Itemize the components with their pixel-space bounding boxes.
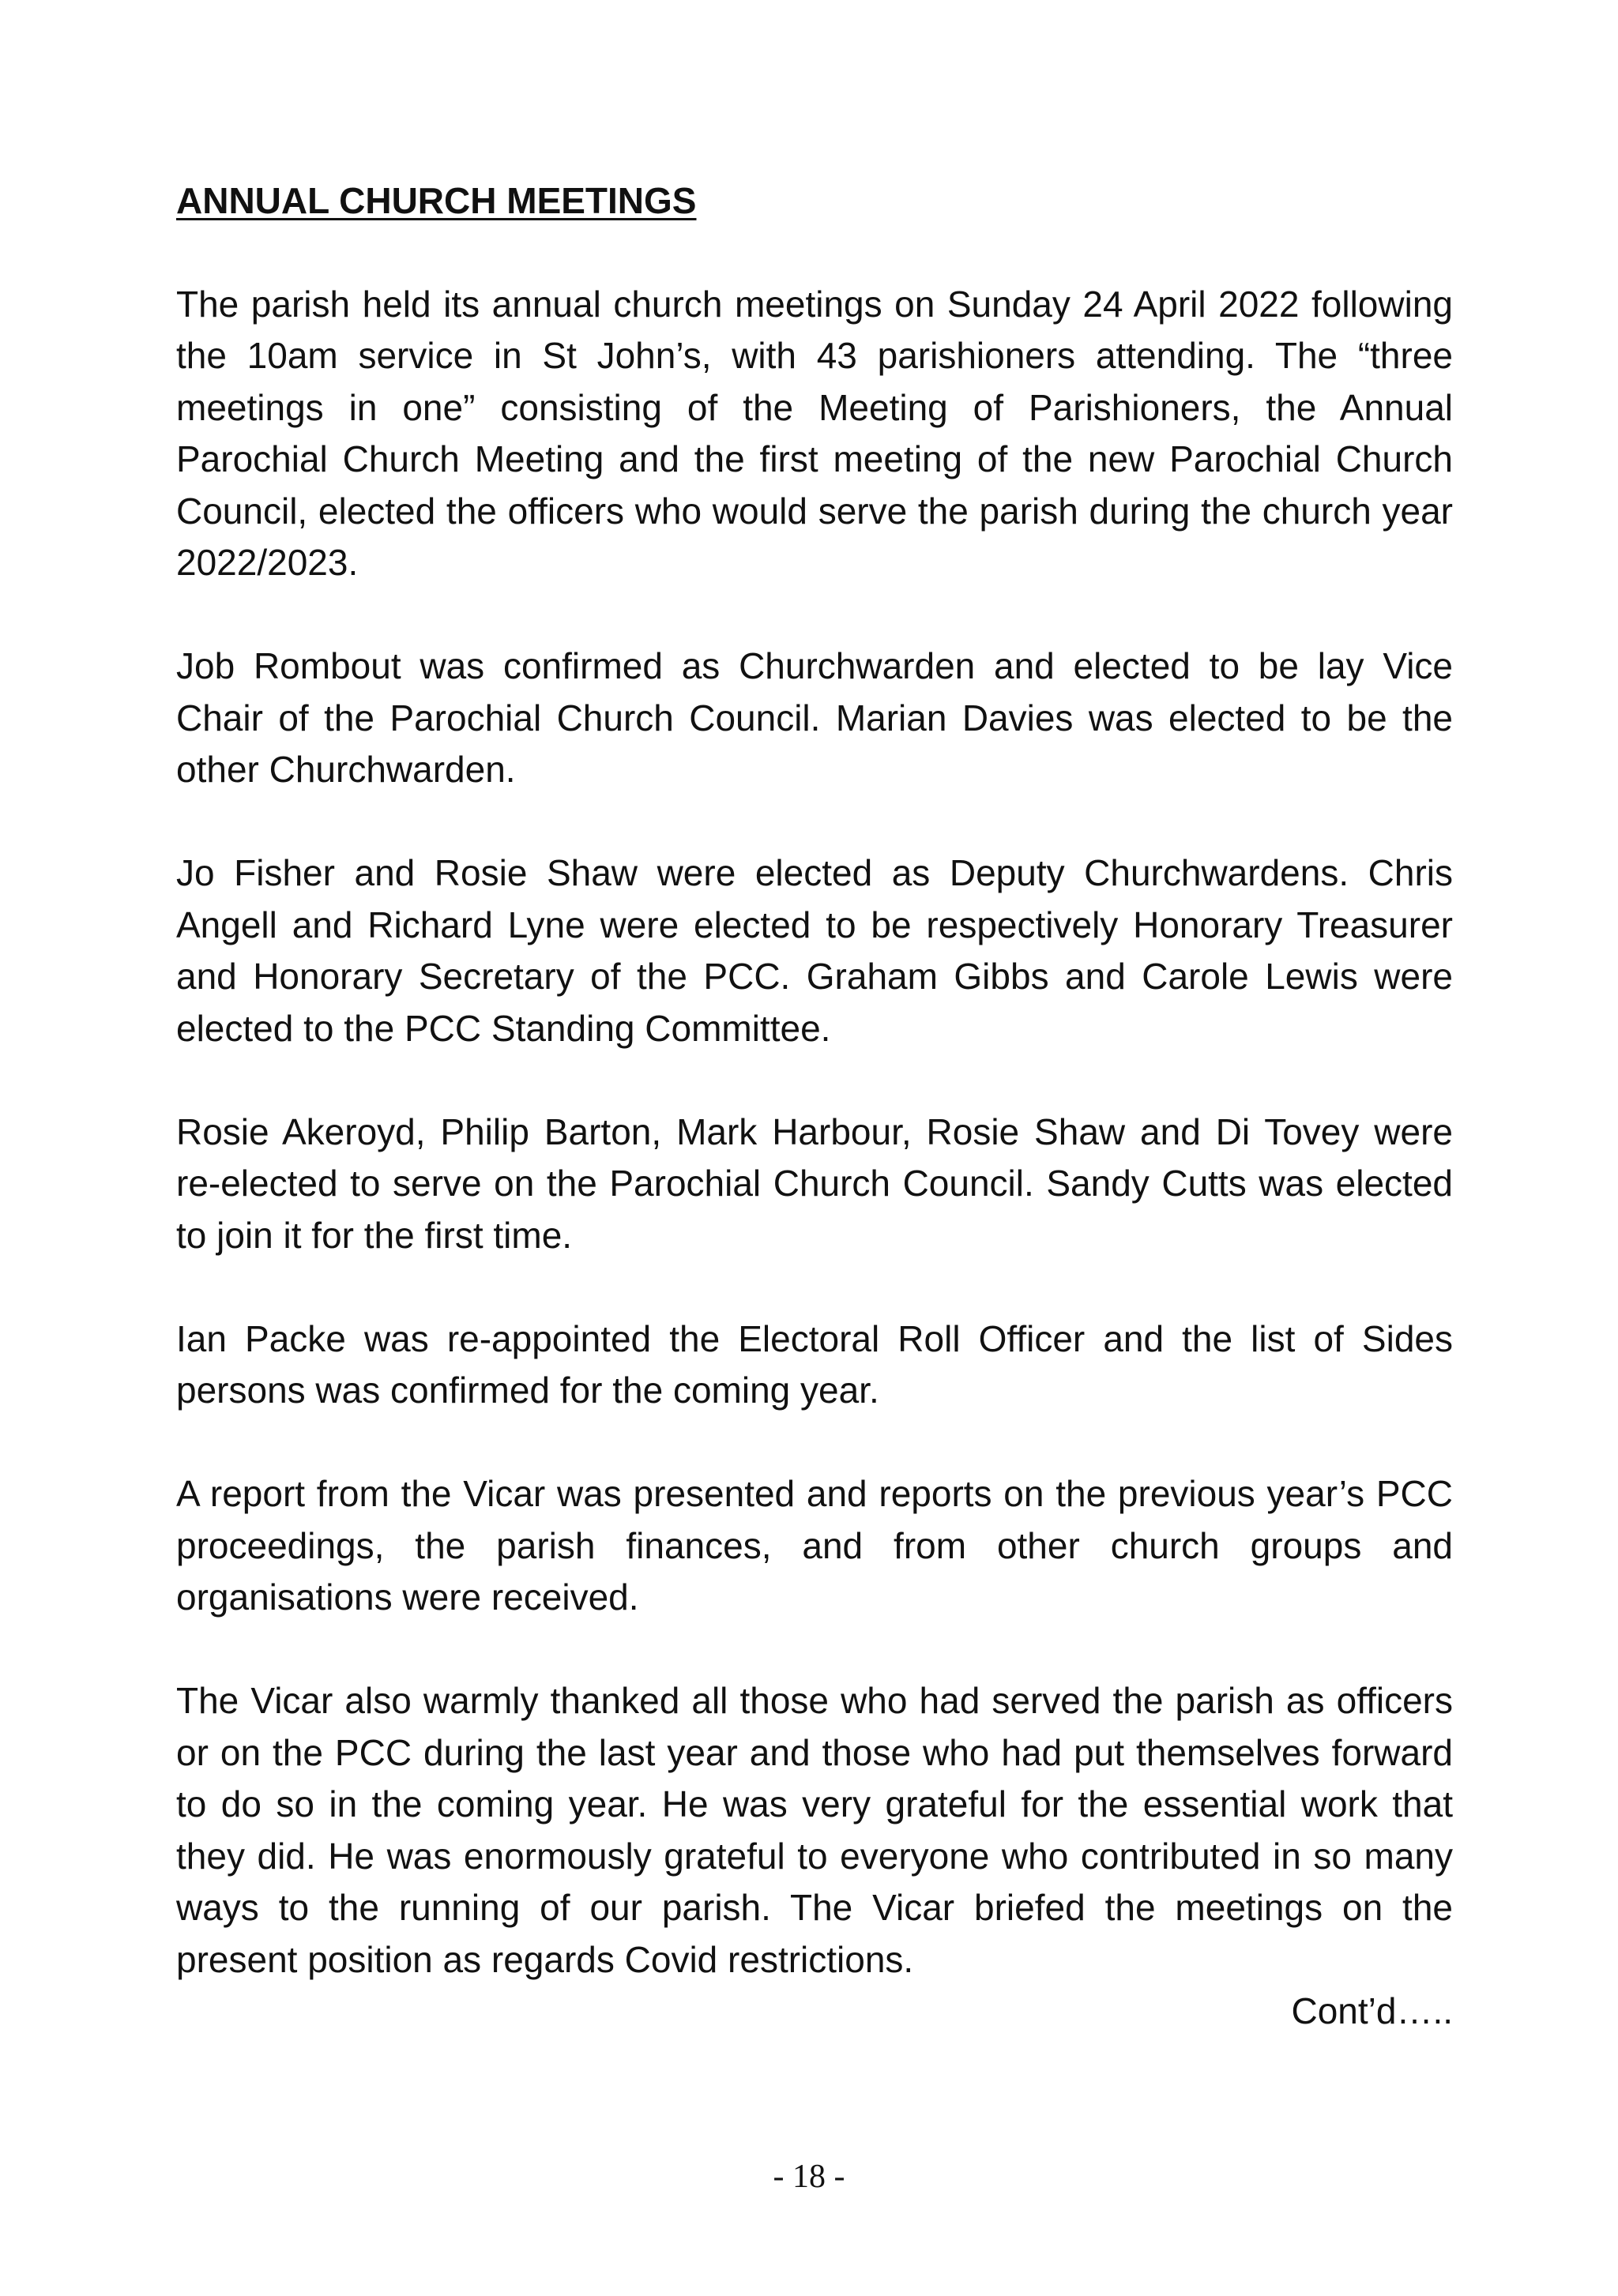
paragraph-electoral-roll: Ian Packe was re-appointed the Electoral Roll Officer and the list of Sides persons was confirmed for the coming year.	[176, 1317, 1453, 1411]
paragraph-reports: A report from the Vicar was presented and reports on the previous year’s PCC proceedings, the parish finances, and from other church groups and organisations were received.	[176, 1473, 1453, 1618]
paragraph-deputy-churchwardens: Jo Fisher and Rosie Shaw were elected as Deputy Churchwardens. Chris Angell and Richard Lyne were elected to be respectively Honorary Treasurer and Honorary Secretary of the PCC. Graham Gibbs and Carole Lewis were elected to the PCC Standing Committee.	[176, 852, 1453, 1049]
continued-label: Cont’d…..	[1291, 1990, 1453, 2031]
page-title: ANNUAL CHURCH MEETINGS	[176, 180, 697, 221]
paragraph-churchwardens: Job Rombout was confirmed as Churchwarden and elected to be lay Vice Chair of the Parochial Church Council. Marian Davies was elected to be the other Churchwarden.	[176, 645, 1453, 790]
paragraph-pcc-members: Rosie Akeroyd, Philip Barton, Mark Harbour, Rosie Shaw and Di Tovey were re-elected to serve on the Parochial Church Council. Sandy Cutts was elected to join it for the first time.	[176, 1110, 1453, 1256]
paragraph-annual-meetings: The parish held its annual church meetings on Sunday 24 April 2022 following the 10am service in St John’s, with 43 parishioners attending. The “three meetings in one” consisting of the Meeting of Parishioners, the Annual Parochial Church Meeting and the first meeting of the new Parochial Church Council, elected the officers who would serve the parish during the church year 2022/2023.	[176, 283, 1453, 583]
paragraph-vicar-thanks: The Vicar also warmly thanked all those who had served the parish as officers or on the PCC during the last year and those who had put themselves forward to do so in the coming year. He was very grateful for the essential work that they did. He was enormously grateful to everyone who contributed in so many ways to the running of our parish. The Vicar briefed the meetings on the present position as regards Covid restrictions.	[176, 1680, 1453, 1980]
document-body	[176, 175, 1453, 2038]
page-number: - 18 -	[773, 2159, 845, 2195]
